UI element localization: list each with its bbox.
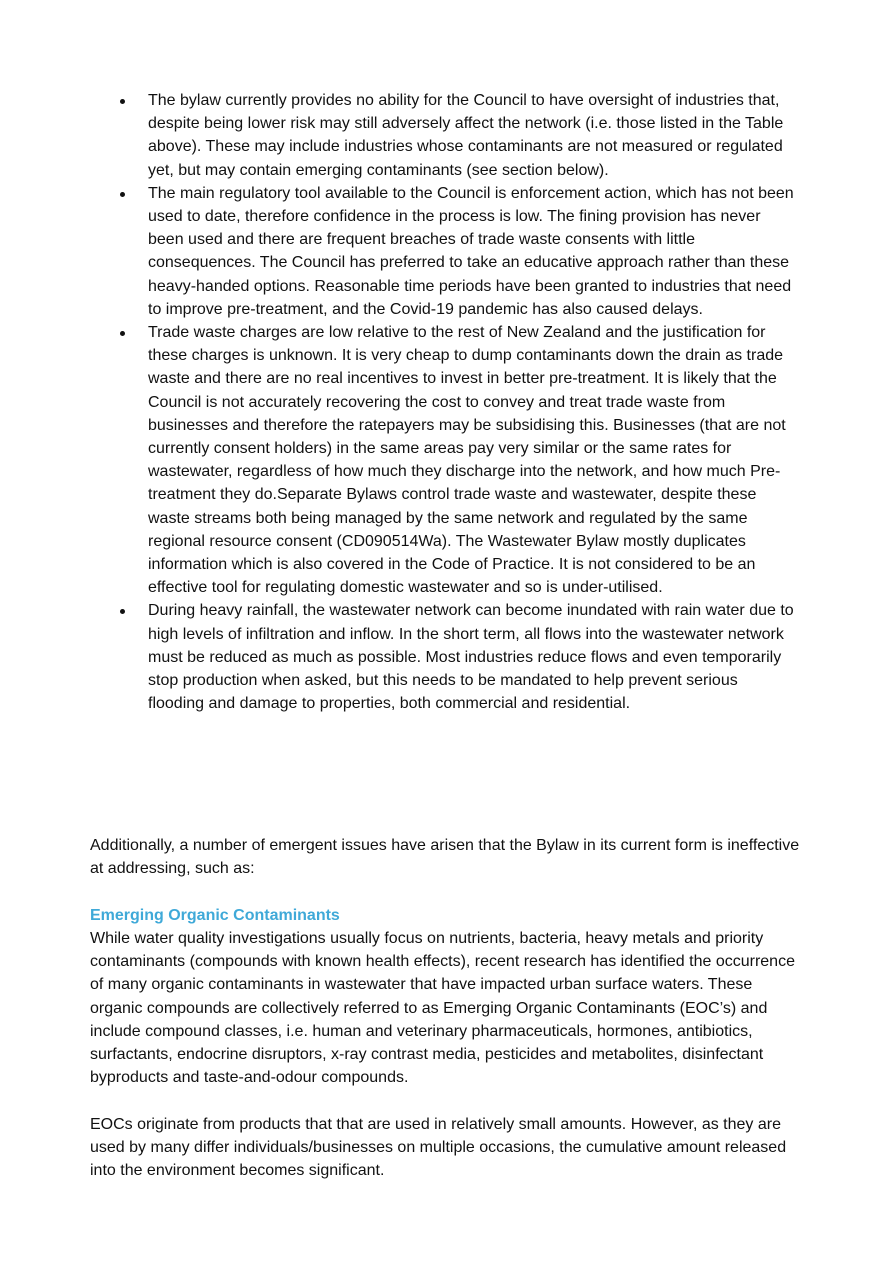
bullet-text: The bylaw currently provides no ability for the Council to have oversight of industries that, despite being lower risk may still adversely affect the network (i.e. those listed in the Table above). These may include industries whose contaminants are not measured or regulated yet, but may contain emerging contaminants (see section below). <box>148 92 784 179</box>
bullet-icon <box>120 609 125 614</box>
bullet-icon <box>120 331 125 336</box>
eoc-paragraph-1: While water quality investigations usually focus on nutrients, bacteria, heavy metals and priority contaminants (compounds with known health effects), recent research has identified the occurrence of many organic contaminants in wastewater that have impacted urban surface waters. These organic compounds are collectively referred to as Emerging Organic Contaminants (EOC’s) and include compound classes, i.e. human and veterinary pharmaceuticals, hormones, antibiotics, surfactants, endocrine disruptors, x-ray contrast media, pesticides and metabolites, disinfectant byproducts and taste-and-odour compounds. <box>90 930 795 1087</box>
bullet-icon <box>120 99 125 104</box>
bullet-text: The main regulatory tool available to the Council is enforcement action, which has not been used to date, therefore confidence in the process is low. The fining provision has never been used and there are frequent breaches of trade waste consents with little consequences. The Council has preferred to take an educative approach rather than these heavy-handed options. Reasonable time periods have been granted to industries that need to improve pre-treatment, and the Covid-19 pandemic has also caused delays. <box>148 184 794 318</box>
bullet-item-enforcement <box>118 182 798 321</box>
bullet-item-rainfall <box>118 599 798 715</box>
bullet-text: During heavy rainfall, the wastewater network can become inundated with rain water due to high levels of infiltration and inflow. In the short term, all flows into the wastewater network must be reduced as much as possible. Most industries reduce flows and even temporarily stop production when asked, but this needs to be mandated to help prevent serious flooding and damage to properties, both commercial and residential. <box>148 602 794 713</box>
bullet-icon <box>120 192 125 197</box>
section-heading-eoc: Emerging Organic Contaminants <box>90 907 340 924</box>
additional-issues-paragraph: Additionally, a number of emergent issues have arisen that the Bylaw in its current form is ineffective at addressing, such as: <box>90 837 800 878</box>
bullet-text: Trade waste charges are low relative to the rest of New Zealand and the justification for these charges is unknown. It is very cheap to dump contaminants down the drain as trade waste and there are no real incentives to invest in better pre-treatment. It is likely that the Council is not accurately recovering the cost to convey and treat trade waste from businesses and therefore the ratepayers may be subsidising this. Businesses (that are not currently consent holders) in the same areas pay very similar or the same rates for wastewater, regardless of how much they discharge into the network, and how much Pre-treatment they do.Separate Bylaws control trade waste and wastewater, despite these waste streams both being managed by the same network and regulated by the same regional resource consent (CD090514Wa). The Wastewater Bylaw mostly duplicates information which is also covered in the Code of Practice. It is not considered to be an effective tool for regulating domestic wastewater and so is under-utilised. <box>148 324 786 597</box>
bullet-item-charges <box>118 321 798 599</box>
issues-bullet-list <box>118 89 798 715</box>
eoc-paragraph-2: EOCs originate from products that that are used in relatively small amounts. However, as they are used by many differ individuals/businesses on multiple occasions, the cumulative amount released into the environment becomes significant. <box>90 1116 787 1180</box>
bullet-item-oversight <box>118 89 798 182</box>
